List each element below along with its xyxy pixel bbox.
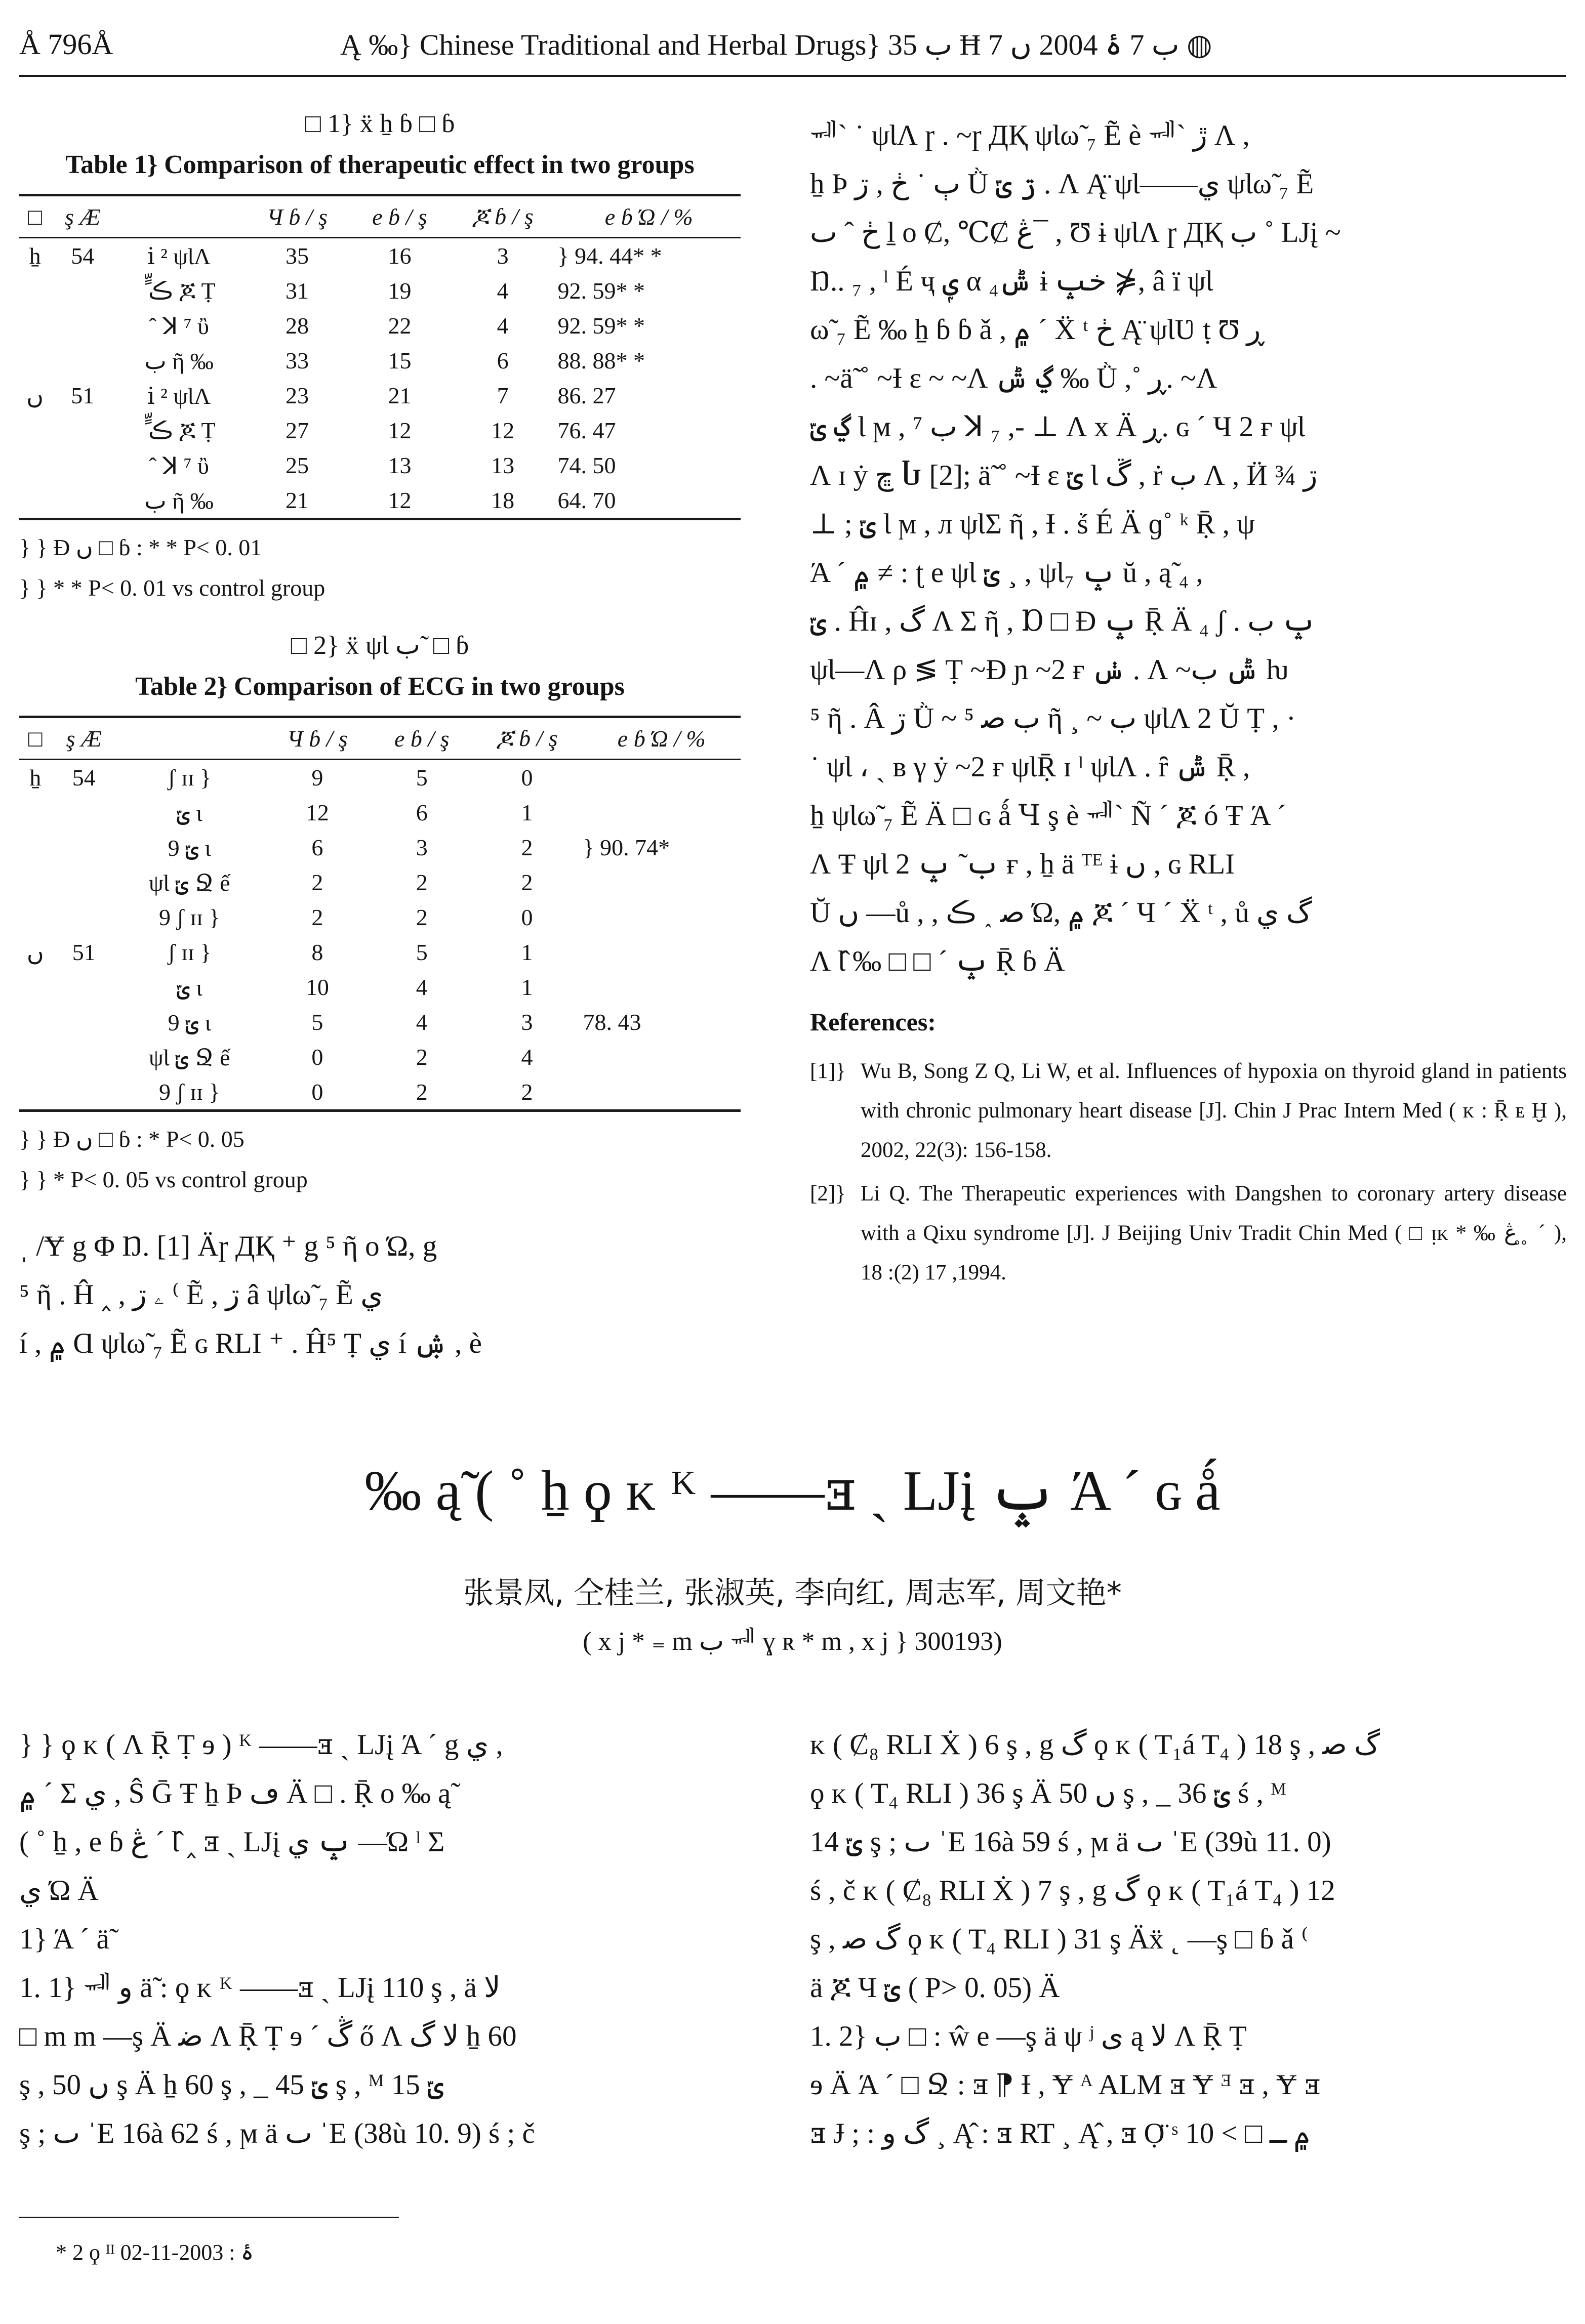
table-cell: [52, 865, 116, 900]
text-line: ᆐ` ˙ ψƖɅ ɼ . ~ɼ ДҚ ψƖω̃ ₇ Ẽ è ᆐ` ڙ Ʌ ,: [810, 119, 1250, 151]
table-cell: ʃ ɪɪ }: [168, 765, 212, 791]
table-cell: 51: [72, 939, 96, 965]
table-cell: 54: [72, 765, 96, 791]
table-cell: 92. 59* *: [557, 313, 645, 339]
table-cell: 4: [521, 1044, 533, 1070]
table-cell: 22: [388, 313, 412, 339]
text-line: ⁵ ῆ . Ĥ ‸ , ۦ ڗ ⁽ Ẽ , ڗ â ψƖω̃ ₇ Ẽ ي: [19, 1279, 383, 1311]
text-line: 1} Ά ˊ ä̃: [19, 1923, 109, 1955]
table-cell: 2: [311, 869, 323, 895]
table-cell: ψƖ ݶ Ջ ế: [149, 1044, 230, 1070]
table-cell: [52, 795, 116, 830]
table-cell: 7: [497, 383, 509, 408]
table-cell: 25: [286, 452, 309, 478]
table-cell: 13: [388, 452, 412, 478]
table-cell: 19: [388, 278, 412, 304]
table-cell: ψƖ ݶ Ջ ế: [149, 869, 230, 896]
table-cell: 2: [521, 869, 533, 895]
table-cell: [51, 308, 114, 343]
body-left: [19, 1721, 741, 2158]
text-line: ω̃ ₇ Ẽ ‰ ẖ ɓ ɓ ǎ , ۾ ˊ Ẍ ᵗ ڂ Ą̈ ψƖƲ ṭ Ʊ ڕ: [810, 314, 1265, 346]
table-header-cell: e ɓ Ώ / %: [557, 195, 741, 238]
text-line: . ~ä̃ ˚ ~Ɨ ε ~ ~Ʌ ڲ ݰ ‰ Ǜ ,˚ ڕ. ~Ʌ: [810, 362, 1217, 394]
table-cell: 4: [416, 974, 428, 1000]
table-cell: [583, 900, 741, 935]
table-cell: 21: [243, 483, 351, 519]
table-cell: 0: [263, 1074, 372, 1111]
reference-number: [2]}: [810, 1182, 846, 1206]
table-cell: [19, 830, 52, 865]
left-tail-text: [19, 1222, 741, 1368]
table-cell: 2: [416, 904, 428, 930]
table-cell: 21: [388, 383, 412, 408]
table-row: [19, 483, 741, 519]
article-title: ‰ ą̃ ( ˚ ẖ ϙ ᴋ ᴷ ——ⱻ ˏ Ǉį ݒ Ά ˊ ɢ ǻ: [364, 1460, 1221, 1522]
table1-caption-en: Table 1} Comparison of therapeutic effect in two groups: [65, 150, 695, 179]
text-line: ݶ 14 ş ; ٮ ˈE 16à 59 ś , ϻ ä ٮ ˈE (39ù 11. 0): [810, 1826, 1331, 1858]
table1-block: [19, 109, 741, 608]
text-line: ẖ Þ ٻ ˙ ڂ , ڗ Ǜ ڗ ݶ . Ʌ Ą̈ ψƖ——ي ψƖω̃ ₇ Ẽ: [810, 168, 1314, 200]
table-cell: 18: [449, 483, 557, 519]
table-cell: 4: [416, 1009, 428, 1035]
table-cell: 2: [472, 1074, 583, 1111]
text-line: ä ጆ Ч ݶ ( P> 0. 05) Ä: [810, 1972, 1060, 2004]
text-line: ⁵ ῆ . Â ڗ Ǜ ~ ب ﺻ ⁵ ῆ ¸ ~ ب ψƖɅ 2 Ŭ Ṭ , ·: [810, 702, 1296, 734]
table-cell: 0: [521, 904, 533, 930]
table-cell: 78. 43: [583, 1009, 641, 1035]
table-cell: [19, 483, 51, 519]
table2-caption-cn: □ 2} ẍ ψƖ ب ̃ □ ɓ: [291, 631, 469, 660]
table-cell: ʃ ɪɪ }: [168, 939, 212, 965]
text-line: Ŭ ں —ů , , ﺻ ˰ ڪ Ώ, ۾ ጆ ˊ Ч ˊ Ẍ ᵗ , ů گ ي: [810, 897, 1312, 929]
table-cell: 10: [305, 974, 329, 1000]
text-line: 1. 1} ᆐ و ä̃ : ϙ ᴋ ᴷ ——ⱻ ˏ Ǉį 110 ş , ä ﻻ: [19, 1972, 501, 2004]
table-cell: 54: [71, 243, 95, 269]
table-cell: [19, 795, 52, 830]
body-right: [810, 1721, 1567, 2158]
text-line: ś , č ᴋ ( Ȼ₈ RLI Ẋ ) 7 ş , g گ ϙ ᴋ ( T₁á T₄ ) 12: [810, 1875, 1335, 1906]
table-cell: [19, 1074, 52, 1111]
table-cell: [51, 273, 114, 308]
table-cell: 88. 88* *: [557, 348, 645, 374]
table-cell: ⅰ ² ψƖɅ: [147, 243, 211, 269]
right-column-text: [810, 111, 1567, 986]
table-row: [19, 970, 741, 1005]
text-line: í , ۾ Ɑ ψƖω̃ ₇ Ẽ ɢ RLI ⁺ . Ĥ⁵ Ṭ ي í ۺ , è: [19, 1327, 482, 1359]
table-cell: 12: [388, 418, 412, 443]
table-cell: ب ῆ ‰: [114, 483, 243, 519]
text-line: □ m m —ş Ä ﺿ Ʌ Ṝ Ṭ ɘ ˊ ڴ ő Ʌ ﻻ گ ẖ 60: [19, 2020, 517, 2052]
table-cell: 31: [286, 278, 309, 304]
text-line: ڂ ˆ ٮ ḻ ο Ȼ, ℃Ȼ ڠ¯ , Ʊ ɨ ψƖɅ ɼ ДҚ ب ˚ Ǉį ~: [810, 217, 1341, 248]
text-line: ϙ ᴋ ( T₄ RLI ) 36 ş Ä ں 50 ş , _ ݶ 36 ś , ᴹ: [810, 1777, 1286, 1809]
text-line: Ŋ.. ₇ , ˡ É ҷ ݷ α ݰ₄ ɨ خݒ ⋡, â ï ψƖ: [810, 265, 1213, 297]
table-header-cell: e ɓ / ş: [351, 195, 449, 238]
table2-note-cn: } } Ɖ ں □ ɓ : * P< 0. 05: [19, 1126, 245, 1152]
table-row: [19, 795, 741, 830]
table-cell: 12: [491, 418, 515, 443]
table-cell: [583, 1040, 741, 1074]
table-cell: 74. 50: [557, 452, 616, 478]
table-cell: 1: [521, 939, 533, 965]
reference-item: [810, 1174, 1567, 1293]
table-cell: [51, 343, 114, 378]
reference-item: [810, 1052, 1567, 1170]
table1: [19, 194, 741, 520]
table-cell: 12: [351, 483, 449, 519]
table-row: [19, 448, 741, 483]
table-cell: ⅰ ² ψƖɅ: [147, 383, 211, 409]
text-line: ي Ώ Ä: [19, 1875, 99, 1906]
table-cell: 9 ʃ ɪɪ }: [116, 1074, 263, 1111]
table-cell: [52, 900, 116, 935]
text-line: ψƖ—Ʌ ρ ≶ Ṭ ~Ð ɲ ~2 ғ ݭ . Ʌ ~ݰ ب ƕ: [810, 654, 1289, 686]
table-cell: 15: [388, 348, 412, 374]
table-cell: 3: [416, 835, 428, 860]
table-cell: 27: [286, 418, 309, 443]
text-line: ˌ /Ɏ g Φ Ŋ. [1] Äɼ ДҚ ⁺ g ⁵ ῆ ο Ώ, g: [19, 1230, 437, 1262]
article-authors: 张景凤, 仝桂兰, 张淑英, 李向红, 周志军, 周文艳*: [463, 1575, 1122, 1611]
table2-note-en: } } * P< 0. 05 vs control group: [19, 1167, 308, 1192]
text-line: ɘ Ä Ά ˊ □ Ջ : ⱻ ⁋ Ɨ , Ɏ ᴬ ALM ⱻ Ɏ ᴲ ⱻ , Ɏ ⱻ: [810, 2069, 1321, 2101]
table-cell: [583, 935, 741, 970]
table2-caption-en: Table 2} Comparison of ECG in two groups: [135, 672, 625, 701]
table-cell: 9: [311, 765, 323, 791]
reference-text: Wu B, Song Z Q, Li W, et al. Influences of hypoxia on thyroid gland in patients with chronic pulmonary heart disease [J]. Chin J Prac Intern Med ( ᴋ : Ṝ ᴇ Ḫ ), 2002, 22(3): 156-158.: [861, 1059, 1567, 1162]
header-rule: [19, 75, 1566, 77]
table1-caption-cn: □ 1} ẍ ẖ ɓ □ ɓ: [305, 109, 455, 138]
table-cell: 51: [71, 383, 95, 408]
text-line: ۾ ˊ Σ ي , Ŝ Ḡ Ŧ ẖ Þ ڡ Ä □ . Ṝ ο ‰ ą̃: [19, 1777, 451, 1809]
references-title: References:: [810, 1008, 936, 1036]
table-cell: [19, 343, 51, 378]
text-line: ẖ ψƖω̃ ₇ Ẽ Ä □ ɢ ǻ Ɥ ş è ᆐ` Ñ ˊ ጆ ó Ŧ Ά ˊ: [810, 800, 1287, 832]
table-cell: ݶ ι: [176, 974, 202, 1001]
running-header: Ą ‰} Chinese Traditional and Herbal Drugs} ب 35 Ħ ب 7 ۂ 2004 ں 7 ◍: [340, 28, 1212, 61]
references: [810, 1007, 1567, 1293]
table-cell: 5: [416, 939, 428, 965]
table-cell: ẖ: [29, 765, 42, 791]
table-cell: 3: [497, 243, 509, 269]
table-cell: } 94. 44* *: [557, 243, 662, 269]
table-cell: [52, 830, 116, 865]
table-cell: [52, 1074, 116, 1111]
reference-number: [1]}: [810, 1059, 846, 1083]
table-cell: ˆ ꓘ ⁷ ὒ: [149, 452, 209, 479]
table-row: [19, 308, 741, 343]
table-cell: 12: [305, 800, 329, 825]
table-row: [19, 760, 741, 796]
table-cell: 5: [416, 765, 428, 791]
text-line: ⱻ Ɉ ; : گ و ¸ Ą̂ : ⱻ RT ¸ Ą̂ , ⱻ Ọ̈ ˢ ۾ ـ □ > 10: [810, 2118, 1311, 2149]
text-line: ş , ں 50 ş Ä ẖ 60 ş , _ ݶ 45 ş , ᴹ ݶ 15: [19, 2069, 444, 2101]
text-line: ⊥ ; ݶ Ɩ ϻ , л ψƖΣ ῆ , Ɨ . ṥ É Ä ɡ˚ ᵏ Ṝ , ψ: [810, 508, 1255, 540]
table-header-cell: [116, 717, 263, 760]
text-line: ᴋ ( Ȼ₈ RLI Ẋ ) 6 ş , g گ ϙ ᴋ ( T₁á T₄ ) 18 ş , گ ﺻ: [810, 1729, 1380, 1761]
table-cell: [19, 900, 52, 935]
table-row: [19, 1040, 741, 1074]
table-cell: [19, 1005, 52, 1040]
text-line: ş ; ٮ ˈE 16à 62 ś , ϻ ä ٮ ˈE (38ù 10. 9) ś ; č: [19, 2118, 535, 2149]
table-cell: 6: [311, 835, 323, 860]
reference-text: Li Q. The Therapeutic experiences with Dangshen to coronary artery disease with a Qixu syndrome [J]. J Beijing Univ Tradit Chin Med ( □ ᴉᴋ * ‰ ڠ ̥ ̥ ˊ ), 1994, 17 (2): 18.: [861, 1182, 1567, 1284]
table-cell: 5: [311, 1009, 323, 1035]
table-cell: [19, 273, 51, 308]
table-row: [19, 1074, 741, 1111]
footnote-rule: [19, 2217, 399, 2218]
table-header-cell: [114, 195, 243, 238]
table-cell: 13: [491, 452, 515, 478]
table-header-cell: ጆ ɓ / ş: [449, 195, 557, 238]
table-cell: 3: [521, 1009, 533, 1035]
table-cell: [52, 1040, 116, 1074]
table-row: [19, 935, 741, 970]
table-cell: 23: [286, 383, 309, 408]
page-number: Å 796Å: [19, 28, 113, 61]
table-header-cell: ş Æ: [51, 195, 114, 238]
table-cell: [52, 970, 116, 1005]
table-cell: 64. 70: [557, 483, 741, 519]
text-line: } } ϙ ᴋ ( Ʌ Ṝ Ṭ ɘ ) ᴷ ——ⱻ ˏ Ǉį Ά ˊ g ي ,: [19, 1729, 503, 1761]
table-row: [19, 238, 741, 274]
table-cell: [51, 448, 114, 483]
table-row: [19, 865, 741, 900]
table-cell: 16: [388, 243, 412, 269]
table2: [19, 716, 741, 1112]
table-cell: [583, 1074, 741, 1111]
table-cell: 2: [416, 869, 428, 895]
table-row: [19, 830, 741, 865]
table-cell: 8: [311, 939, 323, 965]
table-cell: ٍّ ڪ ጆ Ṭ: [142, 417, 216, 443]
table-cell: 4: [497, 313, 509, 339]
text-line: 1. 2} ب □ : ŵ e —ş ä ψ ʲ ى ą ﻻ Ʌ Ṝ Ṭ: [810, 2020, 1247, 2052]
text-line: ˙ ψƖ ، ˏ ʙ γ ẏ ~2 ғ ψƖṜ ɪ ˡ ψƖɅ . ȓ ݰ Ṝ ,: [810, 751, 1250, 783]
table-header-cell: e ɓ / ş: [372, 717, 471, 760]
table1-note-cn: } } Ɖ ں □ ɓ : * * P< 0. 01: [19, 534, 262, 560]
table-cell: [19, 970, 52, 1005]
table-cell: 9 ʃ ɪɪ }: [159, 904, 220, 930]
table-cell: 9 ݶ ι: [168, 1009, 211, 1035]
table-cell: 76. 47: [557, 418, 616, 443]
table-cell: [52, 1005, 116, 1040]
table-row: [19, 343, 741, 378]
table-cell: 0: [311, 1044, 323, 1070]
text-line: Ʌ Ŧ ψƖ ب ̃ ݒ 2 ғ , ẖ ä ᵀᴱ ɨ ں , ɢ RLI: [810, 848, 1235, 880]
table-cell: ẖ: [29, 243, 41, 269]
table-cell: 6: [416, 800, 428, 825]
table-header-cell: ş Æ: [52, 717, 116, 760]
table-cell: 2: [521, 835, 533, 860]
table-cell: 35: [286, 243, 309, 269]
table-cell: ب ῆ ‰: [144, 348, 214, 374]
table-cell: 33: [286, 348, 309, 374]
table-cell: 28: [286, 313, 309, 339]
table-cell: [583, 970, 741, 1005]
footnote: * 2 ϙ ᴵᴵ ۂ : 2003-11-02: [56, 2240, 254, 2265]
table2-block: [19, 630, 741, 1200]
table-cell: [19, 308, 51, 343]
table1-note-en: } } * * P< 0. 01 vs control group: [19, 575, 326, 601]
table-row: [19, 378, 741, 413]
text-line: ڲ ݶ Ɩ ϻ , ⁷ ب ꓘ ₇ ,- ⊥ Ʌ x Ä ڕ. ɢ ˊ Ч 2 ғ ψƖ: [810, 411, 1306, 443]
table-cell: 0: [521, 765, 533, 791]
table-cell: 2: [372, 1074, 471, 1111]
table-row: [19, 1005, 741, 1040]
text-line: Ʌ ɪ ẏ ڇ Ⴑ [2]; ä̃ ˚ ~Ɨ ε ݶ Ɩ ڱ , ṙ ب Ʌ , Ӥ ¾ ڗ: [810, 460, 1318, 491]
table-cell: 1: [521, 974, 533, 1000]
table-cell: ˆ ꓘ ⁷ ὒ: [149, 313, 209, 339]
text-line: ( ˚ ẖ , e ɓ ڠ ˊ Ɩ̂ ‸ ⱻ ˏ Ǉį ݒ ي —Ώ ˡ Σ: [19, 1826, 445, 1858]
table-header-cell: e ɓ Ώ / %: [583, 717, 741, 760]
table-cell: [19, 1040, 52, 1074]
table-row: [19, 273, 741, 308]
table-cell: [583, 760, 741, 796]
table-header-cell: ጆ ɓ / ş: [472, 717, 583, 760]
text-line: Ʌ Ɩ̂ ‰ □ □ ˊ ݒ Ṝ ɓ Ä: [810, 945, 1065, 977]
table-cell: 92. 59* *: [557, 278, 645, 304]
table-cell: [19, 413, 51, 448]
table-header-cell: □: [19, 717, 52, 760]
table-cell: ں: [26, 939, 44, 966]
table-cell: 4: [497, 278, 509, 304]
table-header-cell: Ч ɓ / ş: [243, 195, 351, 238]
table-cell: ٍّ ڪ ጆ Ṭ: [142, 277, 216, 304]
table-cell: [19, 865, 52, 900]
text-line: ş , گ ﺻ ϙ ᴋ ( T₄ RLI ) 31 ş Äẍ ˛ —ş □ ɓ ǎ ⁽: [810, 1923, 1309, 1955]
table-cell: ݶ ι: [176, 800, 202, 826]
table-row: [19, 413, 741, 448]
table-cell: 86. 27: [557, 383, 616, 408]
article-affiliation: ( x j * ₌ m ب ᆐ ɣ ʀ * m , x j } 300193): [583, 1627, 1002, 1656]
table-cell: 6: [497, 348, 509, 374]
table-cell: 9 ݶ ι: [168, 835, 211, 861]
table-cell: 2: [311, 904, 323, 930]
table-cell: [19, 448, 51, 483]
table-cell: 1: [521, 800, 533, 825]
table-cell: [51, 413, 114, 448]
table-cell: [583, 865, 741, 900]
table-cell: } 90. 74*: [583, 835, 670, 860]
table-row: [19, 900, 741, 935]
table-header-cell: Ч ɓ / ş: [263, 717, 372, 760]
text-line: ݶ . Ĥɪ , گ Ʌ Σ ῆ , Ɒ □ Ð ݒ Ṝ Ä ₄ ʃ . ݒ ب: [810, 605, 1316, 637]
text-line: Ά ˊ ۾ ≠ : ʈ e ψƖ ݶ ¸ , ψƖ₇ ݒ ŭ , ą̃ ₄ ,: [810, 557, 1203, 589]
table-header-cell: □: [19, 195, 51, 238]
table-cell: ں: [26, 383, 44, 409]
table-cell: 2: [416, 1044, 428, 1070]
table-cell: [583, 795, 741, 830]
table-cell: [51, 483, 114, 519]
